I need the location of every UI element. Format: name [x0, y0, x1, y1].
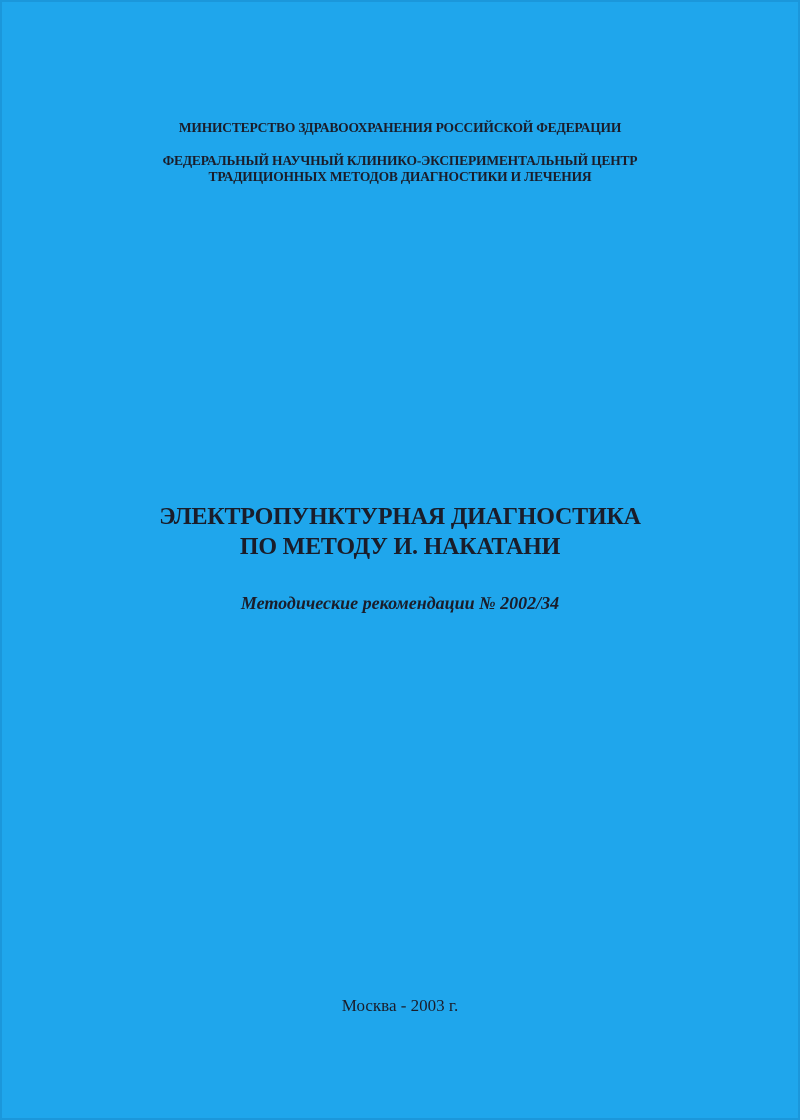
research-center-line-2: ТРАДИЦИОННЫХ МЕТОДОВ ДИАГНОСТИКИ И ЛЕЧЕНИЯ [208, 169, 592, 184]
publication-place-year: Москва - 2003 г. [341, 996, 459, 1015]
document-title [0, 502, 800, 562]
research-center-heading [0, 153, 800, 185]
document-title-line-2: ПО МЕТОДУ И. НАКАТАНИ [239, 534, 561, 560]
ministry-heading: МИНИСТЕРСТВО ЗДРАВООХРАНЕНИЯ РОССИЙСКОЙ ФЕДЕРАЦИИ [178, 120, 622, 135]
document-title-line-1: ЭЛЕКТРОПУНКТУРНАЯ ДИАГНОСТИКА [159, 504, 641, 530]
research-center-line-1: ФЕДЕРАЛЬНЫЙ НАУЧНЫЙ КЛИНИКО-ЭКСПЕРИМЕНТАЛЬНЫЙ ЦЕНТР [162, 153, 638, 168]
document-subtitle: Методические рекомендации № 2002/34 [240, 593, 560, 613]
